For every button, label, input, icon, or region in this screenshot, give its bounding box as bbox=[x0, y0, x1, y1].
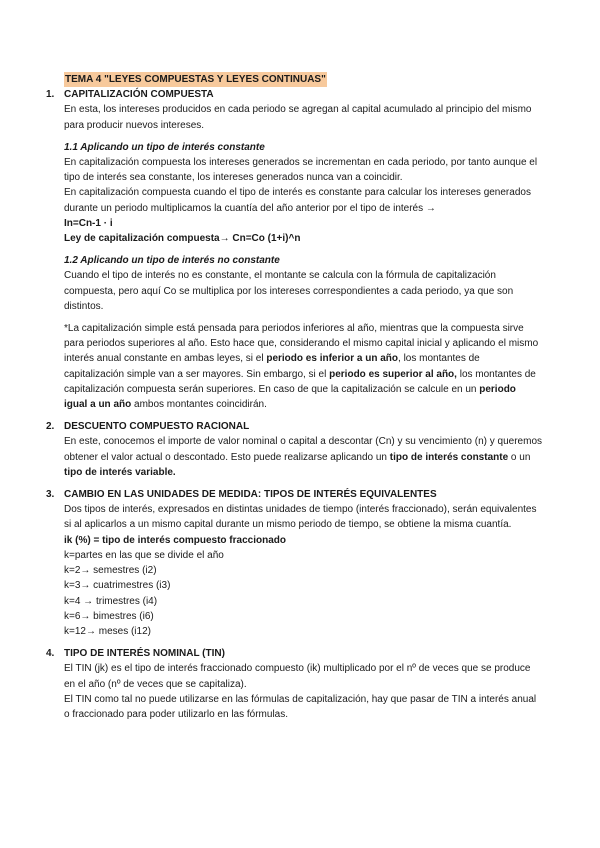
section-heading: DESCUENTO COMPUESTO RACIONAL bbox=[64, 421, 250, 433]
subsection-heading: 1.2 Aplicando un tipo de interés no constante bbox=[64, 255, 280, 267]
paragraph: El TIN como tal no puede utilizarse en las fórmulas de capitalización, hay que pasar de TIN a interés anual o fraccionado para poder utilizarlo en las fórmulas. bbox=[64, 693, 537, 720]
note-paragraph bbox=[64, 321, 542, 412]
note-emphasis: periodo igual a un año bbox=[64, 383, 516, 411]
paragraph: En capitalización compuesta cuando el tipo de interés es constante para calcular los intereses generados durante un periodo multiplicamos la cuantía del año anterior por el tipo de interés → bbox=[64, 187, 531, 214]
formula: Ley de capitalización compuesta→ Cn=Co (1+i)^n bbox=[64, 233, 301, 245]
k-definition: k=partes en las que se divide el año bbox=[64, 549, 224, 561]
section-number: 4. bbox=[46, 648, 55, 660]
note-emphasis: periodo es inferior a un año bbox=[266, 353, 399, 365]
formula: In=Cn-1 · i bbox=[64, 217, 113, 229]
section-heading: TIPO DE INTERÉS NOMINAL (TIN) bbox=[64, 648, 225, 660]
note-text: *La capitalización simple está pensada para periodos inferiores al año, mientras que la compuesta sirve para periodos superiores al año. Esto hace que, considerando el mismo capital inicial y aplicando el mismo interés anual constante en ambas leyes, si el bbox=[64, 323, 539, 365]
section-number: 2. bbox=[46, 421, 55, 433]
section-number: 3. bbox=[46, 489, 55, 501]
subsection-heading: 1.1 Aplicando un tipo de interés constante bbox=[64, 141, 265, 153]
paragraph: Dos tipos de interés, expresados en distintas unidades de tiempo (interés fraccionado), serán equivalentes si al aplicarlos a un mismo capital durante un mismo periodo de tiempo, se obtiene la misma cuantía. bbox=[64, 504, 537, 531]
paragraph-text: o un bbox=[508, 451, 531, 463]
list-item: k=3→ cuatrimestres (i3) bbox=[64, 580, 171, 592]
section-4 bbox=[46, 646, 542, 722]
list-item: k=12→ meses (i12) bbox=[64, 625, 151, 637]
section-number: 1. bbox=[46, 89, 55, 101]
section-1 bbox=[46, 87, 542, 412]
paragraph: En capitalización compuesta los intereses generados se incrementan en cada periodo, por tanto aunque el tipo de interés sea constante, los intereses generados nunca van a coincidir. bbox=[64, 157, 538, 184]
paragraph-emphasis: tipo de interés constante bbox=[389, 451, 509, 463]
note-emphasis: periodo es superior al año, bbox=[329, 368, 457, 380]
paragraph: Cuando el tipo de interés no es constante, el montante se calcula con la fórmula de capitalización compuesta, pero aquí Co se multiplica por los intereses correspondientes a cada periodo, ya que son distintos. bbox=[64, 270, 514, 312]
section-heading: CAPITALIZACIÓN COMPUESTA bbox=[64, 89, 214, 101]
paragraph: El TIN (jk) es el tipo de interés fraccionado compuesto (ik) multiplicado por el nº de veces que se produce en el año (nº de veces que se capitaliza). bbox=[64, 663, 531, 690]
document-content bbox=[46, 72, 543, 722]
note-text: , los montantes de capitalización simple van a ser mayores. Sin embargo, si el bbox=[64, 353, 480, 380]
list-item: k=4 → trimestres (i4) bbox=[64, 595, 158, 607]
document-title: TEMA 4 "LEYES COMPUESTAS Y LEYES CONTINUAS" bbox=[64, 72, 327, 87]
list-item: k=2→ semestres (i2) bbox=[64, 565, 157, 577]
list-item: k=6→ bimestres (i6) bbox=[64, 610, 154, 622]
paragraph-text: En este, conocemos el importe de valor nominal o capital a descontar (Cn) y su vencimiento (n) y queremos obtener el valor actual o descontado. Esto puede realizarse aplicando un bbox=[64, 436, 543, 463]
definition: ik (%) = tipo de interés compuesto fraccionado bbox=[64, 534, 286, 546]
paragraph-emphasis: tipo de interés variable. bbox=[64, 466, 176, 478]
note-text: ambos montantes coincidirán. bbox=[131, 399, 267, 411]
paragraph bbox=[64, 434, 542, 480]
paragraph: En esta, los intereses producidos en cada periodo se agregan al capital acumulado al principio del mismo para producir nuevos intereses. bbox=[64, 104, 532, 131]
note-text: los montantes de capitalización compuesta serán superiores. En caso de que la capitalización se calcule en un bbox=[64, 368, 536, 395]
section-2 bbox=[46, 419, 543, 480]
section-heading: CAMBIO EN LAS UNIDADES DE MEDIDA: TIPOS DE INTERÉS EQUIVALENTES bbox=[64, 489, 437, 501]
section-3 bbox=[46, 487, 542, 639]
